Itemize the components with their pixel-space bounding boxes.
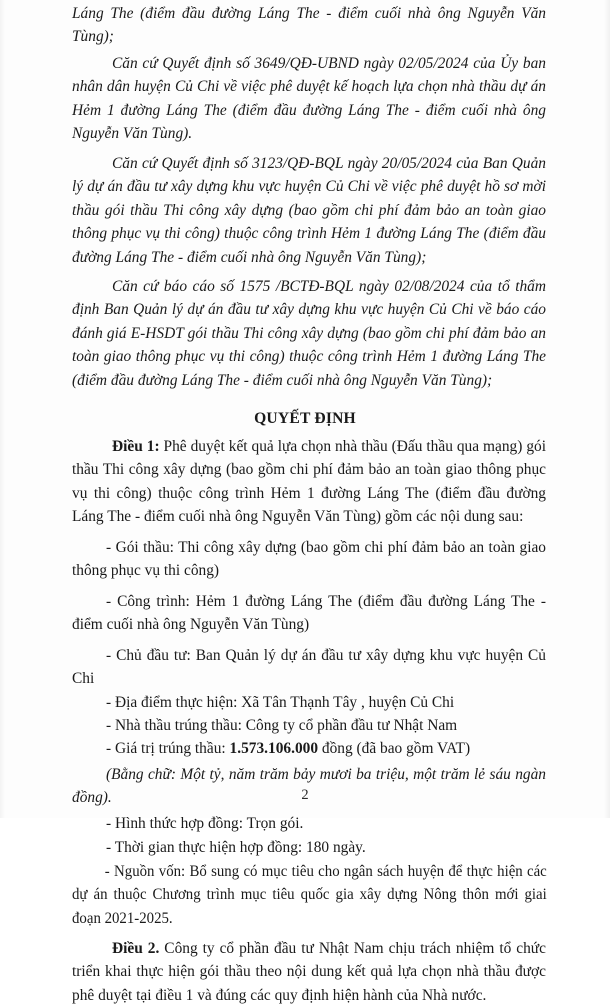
paragraph-legal-basis-3: Căn cứ báo cáo số 1575 /BCTĐ-BQL ngày 02/08/2024 của tổ thẩm định Ban Quản lý dự án đầu tư xây dựng khu vực huyện Củ Chi về báo cáo đánh giá E-HSDT gói thầu Thi công xây dựng (bao gồm chi phí đảm bảo an toàn giao thông phục vụ thi công) thuộc công trình Hẻm 1 đường Láng The (điểm đầu đường Láng The - điểm cuối nhà ông Nguyễn Văn Tùng); <box>72 278 546 389</box>
article-1-text: Phê duyệt kết quả lựa chọn nhà thầu (Đấu thầu qua mạng) gói thầu Thi công xây dựng (bao gồm chi phí đảm bảo an toàn giao thông phục vụ thi công) thuộc công trình Hẻm 1 đường Láng The (điểm đầu đường Láng The - điểm cuối nhà ông Nguyễn Văn Tùng) gồm các nội dung sau: <box>72 438 546 526</box>
article-2-label: Điều 2. <box>112 940 160 957</box>
item-nguon-von: - Nguồn vốn: Bổ sung có mục tiêu cho ngân sách huyện để thực hiện các dự án thuộc Chương trình mục tiêu quốc gia xây dựng Nông thôn mới giai đoạn 2021-2025. <box>72 863 547 927</box>
gia-tri-label: - Giá trị trúng thầu: <box>106 740 230 757</box>
item-hinh-thuc-hop-dong: - Hình thức hợp đồng: Trọn gói. <box>106 815 304 832</box>
paragraph-continuation: Láng The (điểm đầu đường Láng The - điểm cuối nhà ông Nguyễn Văn Tùng); <box>72 5 546 46</box>
gia-tri-amount: 1.573.106.000 <box>229 740 319 757</box>
item-nha-thau-trung-thau: - Nhà thầu trúng thầu: Công ty cổ phần đầu tư Nhật Nam <box>106 717 458 734</box>
article-2-paragraph <box>72 937 546 1007</box>
item-cong-trinh: - Công trình: Hẻm 1 đường Láng The (điểm đầu đường Láng The - điểm cuối nhà ông Nguyễn Văn Tùng) <box>72 593 546 634</box>
item-bang-chu: (Bằng chữ: Một tỷ, năm trăm bảy mươi ba triệu, một trăm lẻ sáu ngàn đồng). <box>72 766 546 807</box>
scan-edge-right <box>604 0 610 818</box>
decision-heading: QUYẾT ĐỊNH <box>254 410 356 427</box>
paragraph-legal-basis-1: Căn cứ Quyết định số 3649/QĐ-UBND ngày 02/05/2024 của Ủy ban nhân dân huyện Củ Chi về việc phê duyệt kế hoạch lựa chọn nhà thầu dự án Hẻm 1 đường Láng The (điểm đầu đường Láng The - điểm cuối nhà ông Nguyễn Văn Tùng). <box>72 55 546 143</box>
item-gia-tri-trung-thau <box>72 737 546 760</box>
item-chu-dau-tu: - Chủ đầu tư: Ban Quản lý dự án đầu tư xây dựng khu vực huyện Củ Chi <box>72 647 546 688</box>
item-dia-diem-thuc-hien: - Địa điểm thực hiện: Xã Tân Thạnh Tây , huyện Củ Chi <box>106 694 455 711</box>
item-thoi-gian-thuc-hien: - Thời gian thực hiện hợp đồng: 180 ngày. <box>106 839 366 856</box>
paragraph-legal-basis-2: Căn cứ Quyết định số 3123/QĐ-BQL ngày 20/05/2024 của Ban Quản lý dự án đầu tư xây dựng khu vực huyện Củ Chi về việc phê duyệt hồ sơ mời thầu gói thầu Thi công xây dựng (bao gồm chi phí đảm bảo an toàn giao thông phục vụ thi công) thuộc công trình Hẻm 1 đường Láng The (điểm đầu đường Láng The - điểm cuối nhà ông Nguyễn Văn Tùng); <box>72 155 546 266</box>
article-2-text: Công ty cổ phần đầu tư Nhật Nam chịu trách nhiệm tổ chức triển khai thực hiện gói thầu theo nội dung kết quả lựa chọn nhà thầu được phê duyệt tại điều 1 và đúng các quy định hiện hành của Nhà nước. <box>72 940 546 1004</box>
scan-edge-left <box>0 0 5 818</box>
gia-tri-suffix: đồng (đã bao gồm VAT) <box>318 740 471 757</box>
item-goi-thau: - Gói thầu: Thi công xây dựng (bao gồm chi phí đảm bảo an toàn giao thông phục vụ thi công) <box>72 539 546 580</box>
article-1-label: Điều 1: <box>112 438 160 455</box>
article-1-paragraph <box>72 435 546 529</box>
page-number: 2 <box>301 787 309 803</box>
